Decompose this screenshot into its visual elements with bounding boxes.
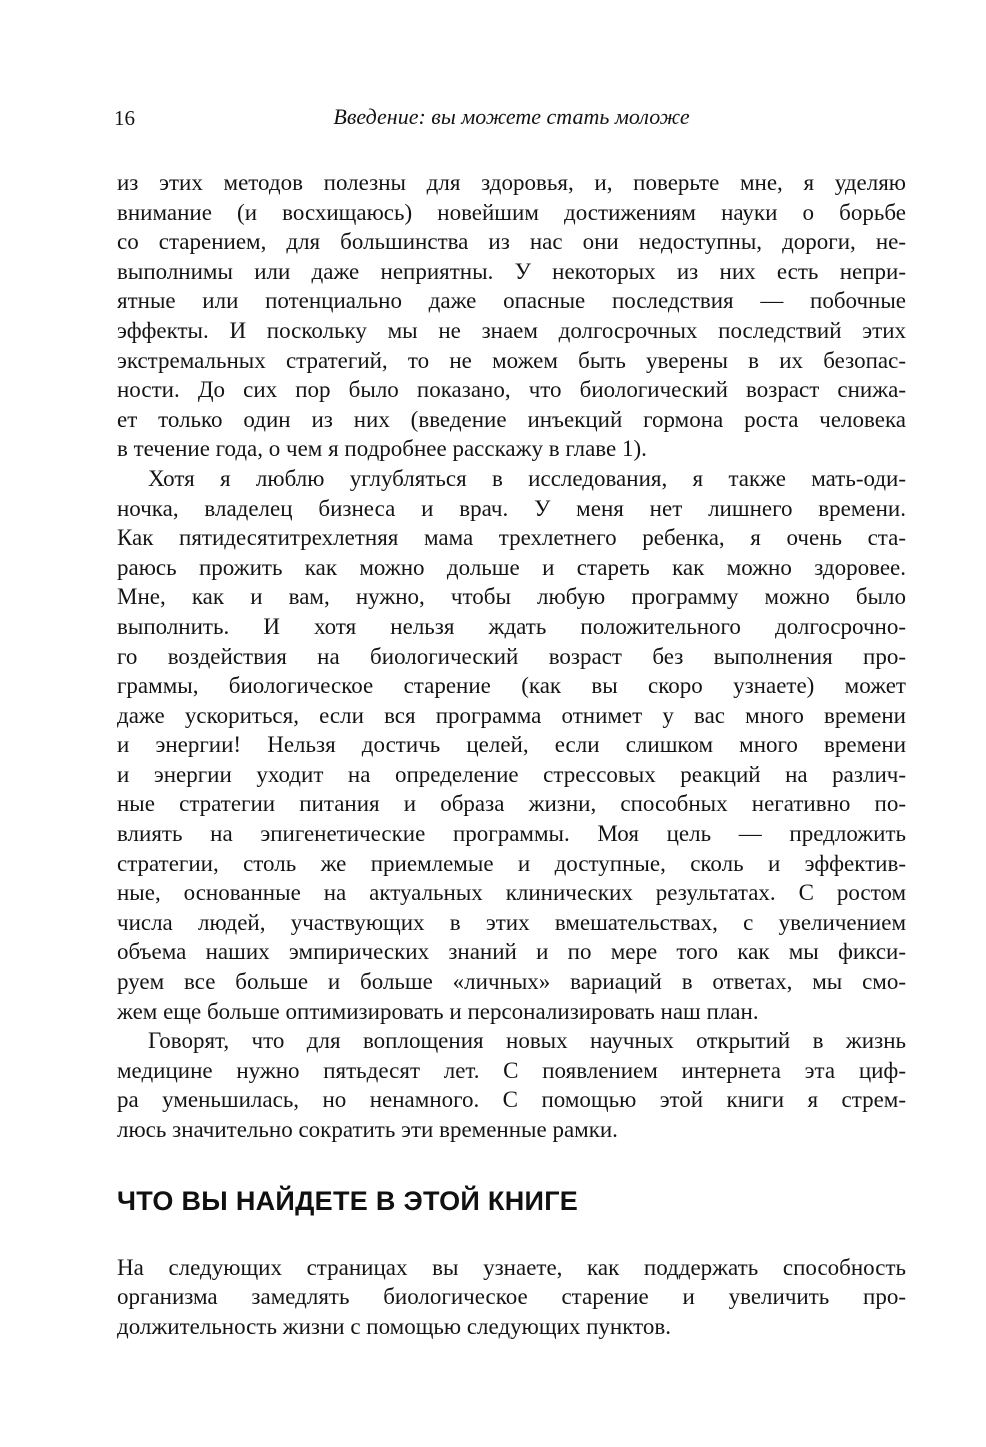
text-line: медицине нужно пятьдесят лет. С появлением интернета эта циф-	[117, 1057, 906, 1083]
text-line: люсь значительно сократить эти временные рамки.	[117, 1117, 618, 1142]
text-line: со старением, для большинства из нас они недоступны, дороги, не-	[117, 229, 906, 255]
page-number: 16	[114, 106, 135, 130]
text-line: даже ускориться, если вся программа отнимет у вас много времени	[117, 702, 906, 728]
paragraph-4	[117, 1253, 906, 1342]
text-line: ра уменьшилась, но ненамного. С помощью этой книги я стрем-	[117, 1087, 906, 1113]
paragraph-2	[117, 464, 906, 1026]
text-line: раюсь прожить как можно дольше и стареть как можно здоровее.	[117, 554, 906, 580]
text-line: На следующих страницах вы узнаете, как поддержать способность	[117, 1254, 906, 1280]
text-line: в течение года, о чем я подробнее расскажу в главе 1).	[117, 436, 647, 462]
text-line: и энергии уходит на определение стрессовых реакций на различ-	[117, 761, 906, 787]
text-line: числа людей, участвующих в этих вмешательствах, с увеличением	[117, 909, 906, 935]
text-line: эффекты. И поскольку мы не знаем долгосрочных последствий этих	[117, 317, 906, 343]
text-line: го воздействия на биологический возраст без выполнения про-	[117, 643, 906, 669]
text-line: из этих методов полезны для здоровья, и, поверьте мне, я уделяю	[117, 170, 906, 195]
text-line: ности. До сих пор было показано, что биологический возраст снижа-	[117, 377, 906, 403]
text-line: выполнимы или даже неприятны. У некоторых из них есть непри-	[117, 258, 906, 284]
text-line: объема наших эмпирических знаний и по мере того как мы фикси-	[117, 939, 906, 965]
text-line: и энергии! Нельзя достичь целей, если слишком много времени	[117, 732, 906, 758]
text-line: выполнить. И хотя нельзя ждать положительного долгосрочно-	[117, 613, 906, 639]
section-heading: ЧТО ВЫ НАЙДЕТЕ В ЭТОЙ КНИГЕ	[117, 1185, 579, 1216]
text-line: ные, основанные на актуальных клинических результатах. С ростом	[117, 880, 906, 906]
page-header	[114, 103, 906, 133]
text-line: граммы, биологическое старение (как вы скоро узнаете) может	[117, 673, 906, 699]
paragraph-1	[117, 168, 906, 464]
text-line: ятные или потенциально даже опасные последствия — побочные	[117, 288, 906, 314]
text-line: Говорят, что для воплощения новых научных открытий в жизнь	[148, 1028, 906, 1054]
text-line: должительность жизни с помощью следующих пунктов.	[117, 1313, 671, 1339]
text-line: стратегии, столь же приемлемые и доступные, сколь и эффектив-	[117, 850, 906, 876]
text-line: ные стратегии питания и образа жизни, способных негативно по-	[117, 791, 906, 817]
text-line: влиять на эпигенетические программы. Моя цель — предложить	[117, 821, 906, 847]
paragraph-3	[117, 1026, 906, 1144]
text-line: жем еще больше оптимизировать и персонализировать наш план.	[117, 998, 759, 1024]
text-line: Хотя я люблю углубляться в исследования, я также мать-оди-	[148, 465, 906, 491]
text-line: руем все больше и больше «личных» вариаций в ответах, мы смо-	[117, 969, 906, 995]
text-line: ночка, владелец бизнеса и врач. У меня нет лишнего времени.	[117, 495, 906, 521]
running-title: Введение: вы можете стать моложе	[333, 104, 690, 129]
text-line: ет только один из них (введение инъекций гормона роста человека	[117, 406, 906, 432]
text-line: экстремальных стратегий, то не можем быть уверены в их безопас-	[117, 347, 906, 373]
page-body	[117, 168, 906, 1341]
text-line: Как пятидесятитрехлетняя мама трехлетнего ребенка, я очень ста-	[117, 525, 906, 551]
text-line: организма замедлять биологическое старение и увеличить про-	[117, 1284, 906, 1310]
text-line: Мне, как и вам, нужно, чтобы любую программу можно было	[117, 584, 906, 610]
text-line: внимание (и восхищаюсь) новейшим достижениям науки о борьбе	[117, 199, 906, 225]
